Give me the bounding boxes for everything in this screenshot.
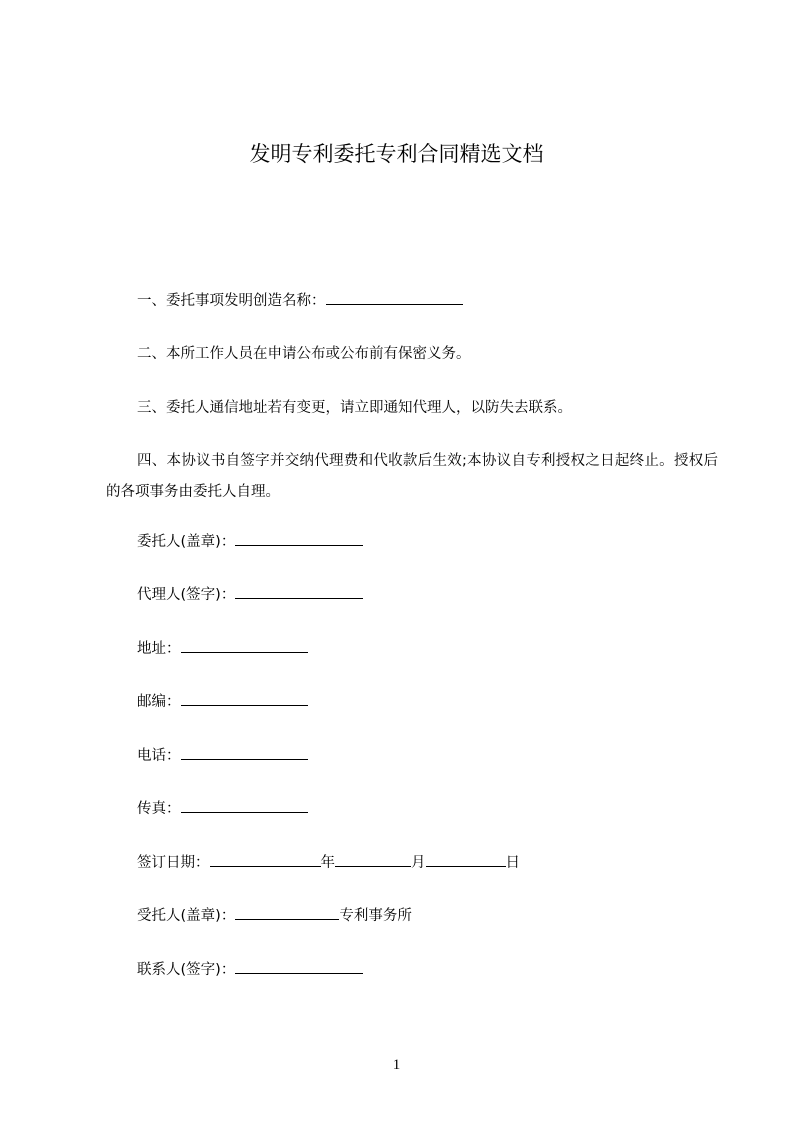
contact-signature-label: 联系人(签字)： xyxy=(137,962,236,978)
postcode-label: 邮编： xyxy=(137,694,181,710)
contact-signature-field xyxy=(137,958,363,981)
phone-label: 电话： xyxy=(137,748,181,764)
page-number: 1 xyxy=(392,1057,401,1073)
year-blank xyxy=(210,851,321,867)
client-seal-label: 委托人(盖章)： xyxy=(137,534,236,550)
month-blank xyxy=(335,851,411,867)
fax-field xyxy=(137,797,308,820)
clause-2: 二、本所工作人员在申请公布或公布前有保密义务。 xyxy=(137,346,471,362)
postcode-blank xyxy=(181,690,308,706)
clause-3: 三、委托人通信地址若有变更，请立即通知代理人，以防失去联系。 xyxy=(137,400,572,416)
trustee-seal-field xyxy=(137,904,412,927)
clause-1-label: 一、委托事项发明创造名称： xyxy=(137,293,326,309)
year-label: 年 xyxy=(320,855,335,871)
address-blank xyxy=(181,637,308,653)
invention-name-blank xyxy=(326,289,463,305)
trustee-seal-blank xyxy=(235,904,339,920)
day-blank xyxy=(426,851,506,867)
address-label: 地址： xyxy=(137,641,181,657)
postcode-field xyxy=(137,690,308,713)
agent-signature-field xyxy=(137,583,363,606)
day-label: 日 xyxy=(505,855,520,871)
patent-office-label: 专利事务所 xyxy=(339,908,412,924)
document-title: 发明专利委托专利合同精选文档 xyxy=(249,142,544,166)
sign-date-field xyxy=(137,851,520,874)
phone-field xyxy=(137,744,308,767)
sign-date-label: 签订日期： xyxy=(137,855,210,871)
agent-signature-label: 代理人(签字)： xyxy=(137,587,236,603)
phone-blank xyxy=(181,744,308,760)
trustee-seal-label: 受托人(盖章)： xyxy=(137,908,236,924)
clause-1 xyxy=(137,289,463,312)
address-field xyxy=(137,637,308,660)
month-label: 月 xyxy=(411,855,426,871)
agent-signature-blank xyxy=(235,583,363,599)
fax-label: 传真： xyxy=(137,801,181,817)
client-seal-blank xyxy=(235,530,363,546)
contact-signature-blank xyxy=(235,958,363,974)
client-seal-field xyxy=(137,530,363,553)
fax-blank xyxy=(181,797,308,813)
clause-4: 四、本协议书自签字并交纳代理费和代收款后生效;本协议自专利授权之日起终止。授权后的各项事务由委托人自理。 xyxy=(106,453,718,500)
